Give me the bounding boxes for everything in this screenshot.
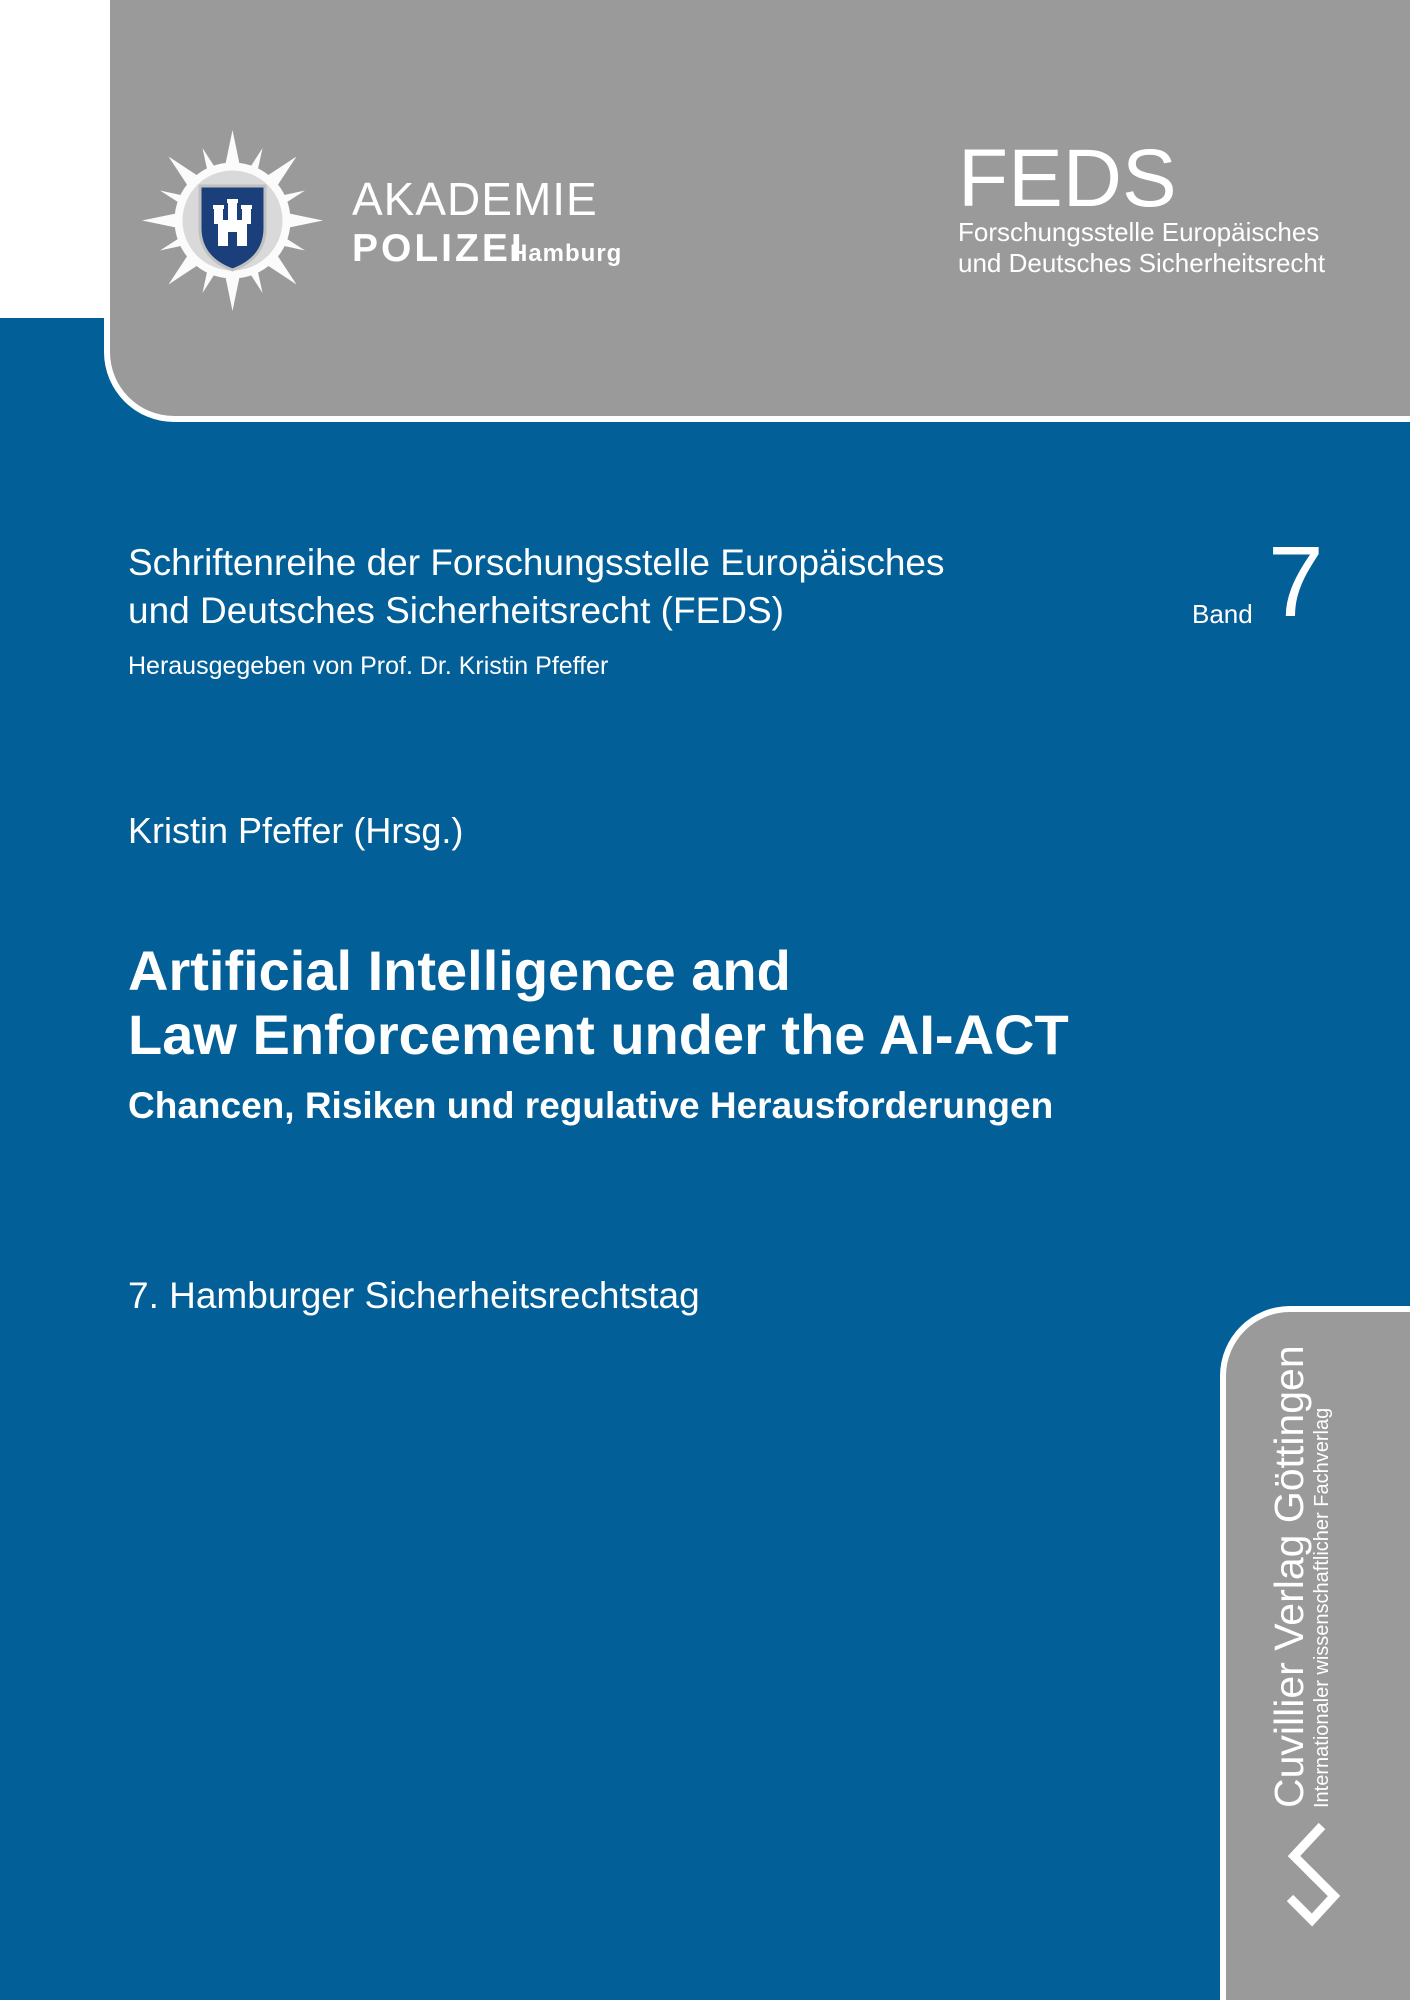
volume-label: Band — [1192, 599, 1253, 629]
police-star-emblem-icon — [140, 128, 325, 313]
publisher-text — [1268, 1345, 1334, 1808]
publisher-name: Cuvillier Verlag Göttingen — [1266, 1345, 1312, 1808]
academy-name: AKADEMIE — [352, 173, 598, 225]
series-title-line1: Schriftenreihe der Forschungsstelle Europäisches — [128, 542, 945, 583]
series-title-line2: und Deutsches Sicherheitsrecht (FEDS) — [128, 590, 784, 631]
academy-police: POLIZEI — [352, 227, 525, 270]
event-name: 7. Hamburger Sicherheitsrechtstag — [128, 1275, 700, 1316]
feds-fullname-line2: und Deutsches Sicherheitsrecht — [958, 248, 1326, 278]
book-title-line1: Artificial Intelligence and — [128, 939, 791, 1002]
volume-number: 7 — [1268, 526, 1324, 638]
book-editor: Kristin Pfeffer (Hrsg.) — [128, 810, 464, 851]
feds-fullname-line1: Forschungsstelle Europäisches — [958, 217, 1320, 247]
series-editor: Herausgegeben von Prof. Dr. Kristin Pfeffer — [128, 652, 609, 680]
book-title-line2: Law Enforcement under the AI-ACT — [128, 1003, 1069, 1066]
cover-blue-notch — [0, 318, 104, 428]
publisher-tagline: Internationaler wissenschaftlicher Fachverlag — [1311, 1407, 1334, 1808]
academy-city: Hamburg — [510, 240, 623, 267]
book-subtitle: Chancen, Risiken und regulative Herausforderungen — [128, 1085, 1054, 1126]
feds-abbreviation: FEDS — [958, 133, 1177, 224]
cuvillier-logo-icon — [1280, 1820, 1350, 1930]
